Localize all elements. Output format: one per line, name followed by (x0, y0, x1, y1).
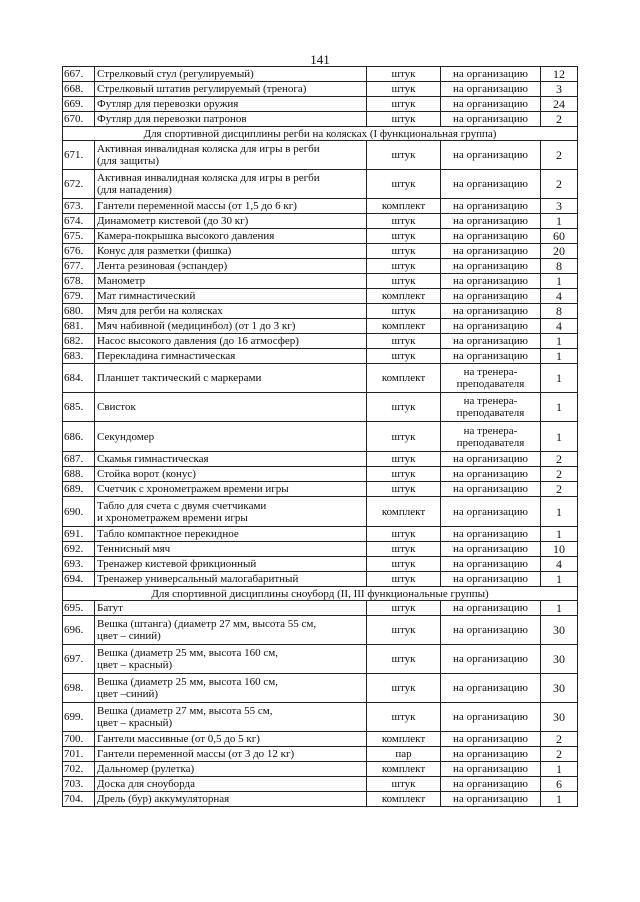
item-name: Тренажер универсальный малогабаритный (95, 572, 367, 587)
item-unit: штук (367, 703, 441, 732)
item-quantity: 4 (541, 289, 578, 304)
item-name: Мяч для регби на колясках (95, 304, 367, 319)
item-basis: на организацию (441, 674, 541, 703)
equipment-table-body (63, 67, 578, 807)
item-quantity: 1 (541, 393, 578, 422)
table-row (63, 97, 578, 112)
section-title: Для спортивной дисциплины регби на колясках (I функциональная группа) (63, 127, 578, 141)
item-unit: штук (367, 557, 441, 572)
item-unit: комплект (367, 289, 441, 304)
table-row (63, 67, 578, 82)
item-number: 670. (63, 112, 95, 127)
item-basis: на организацию (441, 557, 541, 572)
table-row (63, 645, 578, 674)
section-header-row (63, 587, 578, 601)
item-unit: комплект (367, 732, 441, 747)
item-unit: комплект (367, 497, 441, 527)
item-unit: штук (367, 334, 441, 349)
item-quantity: 2 (541, 747, 578, 762)
table-row (63, 393, 578, 422)
table-row (63, 732, 578, 747)
item-quantity: 2 (541, 482, 578, 497)
table-row (63, 334, 578, 349)
table-row (63, 244, 578, 259)
item-quantity: 1 (541, 762, 578, 777)
table-row (63, 141, 578, 170)
item-unit: пар (367, 747, 441, 762)
item-number: 688. (63, 467, 95, 482)
item-unit: комплект (367, 762, 441, 777)
item-unit: штук (367, 674, 441, 703)
table-row (63, 792, 578, 807)
item-unit: штук (367, 645, 441, 674)
table-row (63, 747, 578, 762)
item-quantity: 2 (541, 141, 578, 170)
item-unit: комплект (367, 319, 441, 334)
item-name: Активная инвалидная коляска для игры в регби (для защиты) (95, 141, 367, 170)
item-name: Лента резиновая (эспандер) (95, 259, 367, 274)
item-unit: штук (367, 452, 441, 467)
item-quantity: 6 (541, 777, 578, 792)
item-basis: на организацию (441, 616, 541, 645)
item-name: Счетчик с хронометражем времени игры (95, 482, 367, 497)
table-row (63, 349, 578, 364)
item-quantity: 4 (541, 557, 578, 572)
item-basis: на тренера- преподавателя (441, 393, 541, 422)
table-row (63, 674, 578, 703)
item-unit: комплект (367, 199, 441, 214)
item-number: 689. (63, 482, 95, 497)
item-quantity: 24 (541, 97, 578, 112)
item-basis: на организацию (441, 82, 541, 97)
table-row (63, 616, 578, 645)
table-row (63, 527, 578, 542)
item-unit: комплект (367, 364, 441, 393)
table-row (63, 319, 578, 334)
item-number: 682. (63, 334, 95, 349)
table-row (63, 601, 578, 616)
item-number: 669. (63, 97, 95, 112)
item-number: 685. (63, 393, 95, 422)
item-basis: на организацию (441, 601, 541, 616)
item-number: 703. (63, 777, 95, 792)
item-unit: штук (367, 244, 441, 259)
item-quantity: 1 (541, 422, 578, 452)
item-basis: на организацию (441, 199, 541, 214)
table-row (63, 467, 578, 482)
item-basis: на организацию (441, 67, 541, 82)
item-name: Батут (95, 601, 367, 616)
table-row (63, 82, 578, 97)
item-number: 692. (63, 542, 95, 557)
table-row (63, 482, 578, 497)
item-basis: на организацию (441, 229, 541, 244)
item-number: 678. (63, 274, 95, 289)
table-row (63, 289, 578, 304)
item-name: Насос высокого давления (до 16 атмосфер) (95, 334, 367, 349)
item-unit: комплект (367, 792, 441, 807)
item-quantity: 1 (541, 334, 578, 349)
item-unit: штук (367, 141, 441, 170)
item-unit: штук (367, 467, 441, 482)
item-name: Вешка (диаметр 27 мм, высота 55 см, цвет – красный) (95, 703, 367, 732)
item-number: 691. (63, 527, 95, 542)
item-basis: на организацию (441, 334, 541, 349)
item-basis: на тренера- преподавателя (441, 422, 541, 452)
item-basis: на тренера- преподавателя (441, 364, 541, 393)
item-basis: на организацию (441, 170, 541, 199)
item-basis: на организацию (441, 792, 541, 807)
item-basis: на организацию (441, 112, 541, 127)
table-row (63, 497, 578, 527)
table-row (63, 542, 578, 557)
item-number: 672. (63, 170, 95, 199)
item-name: Секундомер (95, 422, 367, 452)
item-name: Стойка ворот (конус) (95, 467, 367, 482)
item-basis: на организацию (441, 703, 541, 732)
item-number: 681. (63, 319, 95, 334)
item-number: 683. (63, 349, 95, 364)
item-number: 693. (63, 557, 95, 572)
item-quantity: 8 (541, 304, 578, 319)
item-unit: штук (367, 777, 441, 792)
item-quantity: 1 (541, 214, 578, 229)
item-unit: штук (367, 393, 441, 422)
item-quantity: 20 (541, 244, 578, 259)
item-quantity: 30 (541, 674, 578, 703)
table-row (63, 703, 578, 732)
item-name: Свисток (95, 393, 367, 422)
item-number: 700. (63, 732, 95, 747)
item-number: 686. (63, 422, 95, 452)
item-unit: штук (367, 572, 441, 587)
item-name: Стрелковый стул (регулируемый) (95, 67, 367, 82)
item-quantity: 1 (541, 497, 578, 527)
item-quantity: 1 (541, 349, 578, 364)
item-quantity: 1 (541, 364, 578, 393)
item-basis: на организацию (441, 259, 541, 274)
item-name: Дальномер (рулетка) (95, 762, 367, 777)
item-quantity: 12 (541, 67, 578, 82)
item-name: Мяч набивной (медицинбол) (от 1 до 3 кг) (95, 319, 367, 334)
item-basis: на организацию (441, 747, 541, 762)
item-unit: штук (367, 482, 441, 497)
item-unit: штук (367, 616, 441, 645)
item-unit: штук (367, 112, 441, 127)
equipment-table (62, 66, 578, 807)
table-row (63, 112, 578, 127)
item-name: Доска для сноуборда (95, 777, 367, 792)
item-number: 679. (63, 289, 95, 304)
item-name: Камера-покрышка высокого давления (95, 229, 367, 244)
table-row (63, 557, 578, 572)
item-quantity: 4 (541, 319, 578, 334)
item-quantity: 1 (541, 527, 578, 542)
item-number: 687. (63, 452, 95, 467)
item-unit: штук (367, 274, 441, 289)
item-quantity: 8 (541, 259, 578, 274)
item-number: 698. (63, 674, 95, 703)
item-quantity: 1 (541, 572, 578, 587)
item-basis: на организацию (441, 244, 541, 259)
item-name: Футляр для перевозки оружия (95, 97, 367, 112)
item-name: Дрель (бур) аккумуляторная (95, 792, 367, 807)
table-row (63, 364, 578, 393)
item-unit: штук (367, 304, 441, 319)
item-basis: на организацию (441, 732, 541, 747)
item-quantity: 2 (541, 112, 578, 127)
item-basis: на организацию (441, 527, 541, 542)
item-number: 701. (63, 747, 95, 762)
item-number: 677. (63, 259, 95, 274)
item-number: 694. (63, 572, 95, 587)
item-name: Вешка (диаметр 25 мм, высота 160 см, цвет – красный) (95, 645, 367, 674)
item-name: Скамья гимнастическая (95, 452, 367, 467)
item-unit: штук (367, 527, 441, 542)
item-name: Перекладина гимнастическая (95, 349, 367, 364)
item-number: 697. (63, 645, 95, 674)
item-basis: на организацию (441, 304, 541, 319)
item-name: Тренажер кистевой фрикционный (95, 557, 367, 572)
item-name: Конус для разметки (фишка) (95, 244, 367, 259)
item-basis: на организацию (441, 777, 541, 792)
item-basis: на организацию (441, 497, 541, 527)
section-title: Для спортивной дисциплины сноуборд (II, III функциональные группы) (63, 587, 578, 601)
item-unit: штук (367, 542, 441, 557)
item-name: Гантели переменной массы (от 3 до 12 кг) (95, 747, 367, 762)
table-row (63, 304, 578, 319)
item-basis: на организацию (441, 141, 541, 170)
item-unit: штук (367, 82, 441, 97)
item-basis: на организацию (441, 214, 541, 229)
item-number: 680. (63, 304, 95, 319)
item-basis: на организацию (441, 467, 541, 482)
item-basis: на организацию (441, 762, 541, 777)
item-number: 671. (63, 141, 95, 170)
item-unit: штук (367, 422, 441, 452)
item-number: 696. (63, 616, 95, 645)
table-row (63, 452, 578, 467)
item-unit: штук (367, 97, 441, 112)
item-name: Табло для счета с двумя счетчиками и хронометражем времени игры (95, 497, 367, 527)
item-number: 699. (63, 703, 95, 732)
item-unit: штук (367, 601, 441, 616)
item-basis: на организацию (441, 452, 541, 467)
item-unit: штук (367, 229, 441, 244)
section-header-row (63, 127, 578, 141)
table-row (63, 274, 578, 289)
item-basis: на организацию (441, 289, 541, 304)
item-number: 695. (63, 601, 95, 616)
table-row (63, 777, 578, 792)
table-row (63, 229, 578, 244)
item-quantity: 3 (541, 82, 578, 97)
item-name: Планшет тактический с маркерами (95, 364, 367, 393)
table-row (63, 422, 578, 452)
item-name: Активная инвалидная коляска для игры в регби (для нападения) (95, 170, 367, 199)
item-name: Табло компактное перекидное (95, 527, 367, 542)
item-name: Футляр для перевозки патронов (95, 112, 367, 127)
item-quantity: 60 (541, 229, 578, 244)
item-unit: штук (367, 214, 441, 229)
item-unit: штук (367, 349, 441, 364)
item-quantity: 2 (541, 170, 578, 199)
item-name: Теннисный мяч (95, 542, 367, 557)
item-quantity: 2 (541, 467, 578, 482)
item-quantity: 1 (541, 274, 578, 289)
item-number: 684. (63, 364, 95, 393)
item-basis: на организацию (441, 542, 541, 557)
item-quantity: 30 (541, 616, 578, 645)
page-number: 141 (310, 52, 330, 67)
item-number: 675. (63, 229, 95, 244)
item-basis: на организацию (441, 645, 541, 674)
table-row (63, 214, 578, 229)
item-quantity: 1 (541, 792, 578, 807)
item-quantity: 2 (541, 452, 578, 467)
item-name: Манометр (95, 274, 367, 289)
item-basis: на организацию (441, 274, 541, 289)
item-number: 668. (63, 82, 95, 97)
item-basis: на организацию (441, 349, 541, 364)
table-row (63, 170, 578, 199)
item-number: 673. (63, 199, 95, 214)
item-unit: штук (367, 170, 441, 199)
item-basis: на организацию (441, 319, 541, 334)
item-name: Вешка (диаметр 25 мм, высота 160 см, цвет –синий) (95, 674, 367, 703)
item-basis: на организацию (441, 572, 541, 587)
item-number: 702. (63, 762, 95, 777)
item-unit: штук (367, 67, 441, 82)
item-number: 690. (63, 497, 95, 527)
item-number: 674. (63, 214, 95, 229)
item-name: Стрелковый штатив регулируемый (тренога) (95, 82, 367, 97)
item-number: 676. (63, 244, 95, 259)
item-name: Мат гимнастический (95, 289, 367, 304)
item-quantity: 30 (541, 645, 578, 674)
table-row (63, 199, 578, 214)
item-name: Динамометр кистевой (до 30 кг) (95, 214, 367, 229)
item-name: Вешка (штанга) (диаметр 27 мм, высота 55 см, цвет – синий) (95, 616, 367, 645)
item-quantity: 30 (541, 703, 578, 732)
item-number: 704. (63, 792, 95, 807)
table-row (63, 259, 578, 274)
item-quantity: 2 (541, 732, 578, 747)
item-number: 667. (63, 67, 95, 82)
item-basis: на организацию (441, 482, 541, 497)
item-basis: на организацию (441, 97, 541, 112)
table-row (63, 762, 578, 777)
item-name: Гантели переменной массы (от 1,5 до 6 кг) (95, 199, 367, 214)
item-quantity: 10 (541, 542, 578, 557)
item-quantity: 3 (541, 199, 578, 214)
item-name: Гантели массивные (от 0,5 до 5 кг) (95, 732, 367, 747)
table-row (63, 572, 578, 587)
item-unit: штук (367, 259, 441, 274)
item-quantity: 1 (541, 601, 578, 616)
